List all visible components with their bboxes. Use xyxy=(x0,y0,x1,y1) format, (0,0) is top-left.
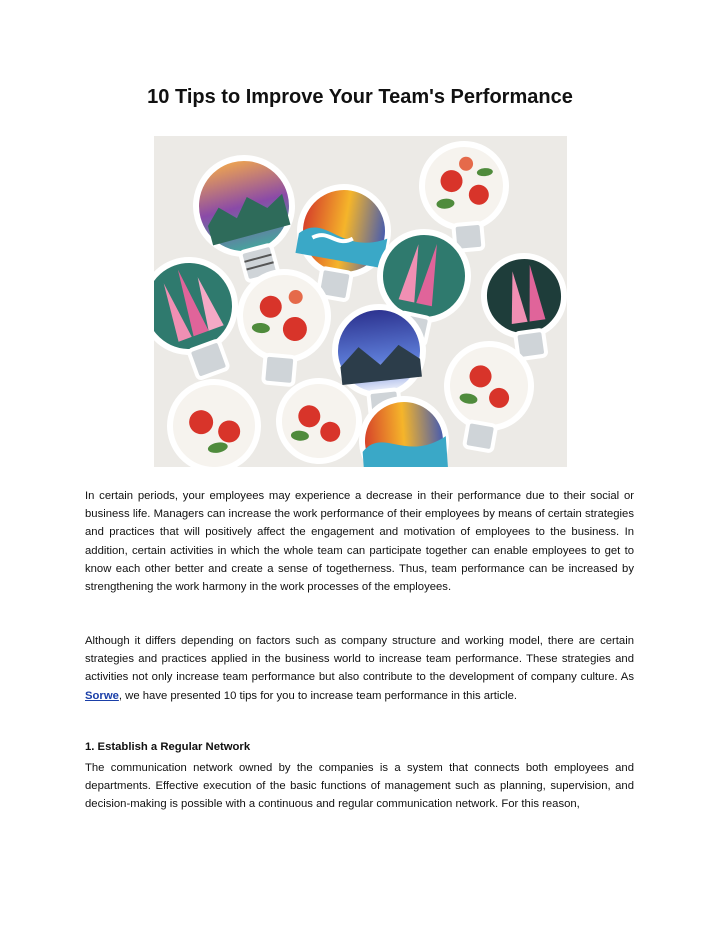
bulb-flowers-5 xyxy=(276,378,361,463)
lightbulb-illustration xyxy=(154,136,567,467)
section-1-heading: 1. Establish a Regular Network xyxy=(85,741,251,753)
sorwe-link[interactable]: Sorwe xyxy=(85,689,119,702)
page-title: 10 Tips to Improve Your Team's Performance xyxy=(147,86,573,108)
context-paragraph xyxy=(85,632,634,705)
context-text-before: Although it differs depending on factors such as company structure and working model, there are certain strategies and practices applied in the business world to increase team performance. These strategies and activities not only increase team performance but also contribute to the development of company culture. As xyxy=(85,635,634,684)
intro-paragraph: In certain periods, your employees may experience a decrease in their performance due to their social or business life. Managers can increase the work performance of their employees by means of certain strategies and practices that will positively affect the engagement and motivation of employees to the business. In addition, certain activities in which the whole team can participate together can enable employees to get to know each other better and create a sense of togetherness. Thus, team performance can be increased by strengthening the work harmony in the work processes of the employees. xyxy=(85,490,634,594)
context-text-after: , we have presented 10 tips for you to increase team performance in this article. xyxy=(118,689,518,702)
section-1-paragraph: The communication network owned by the companies is a system that connects both employees and departments. Effective execution of the basic functions of management such as planning, supervision, and decision-making is possible with a continuous and regular communication network. For this reason, xyxy=(85,762,634,811)
